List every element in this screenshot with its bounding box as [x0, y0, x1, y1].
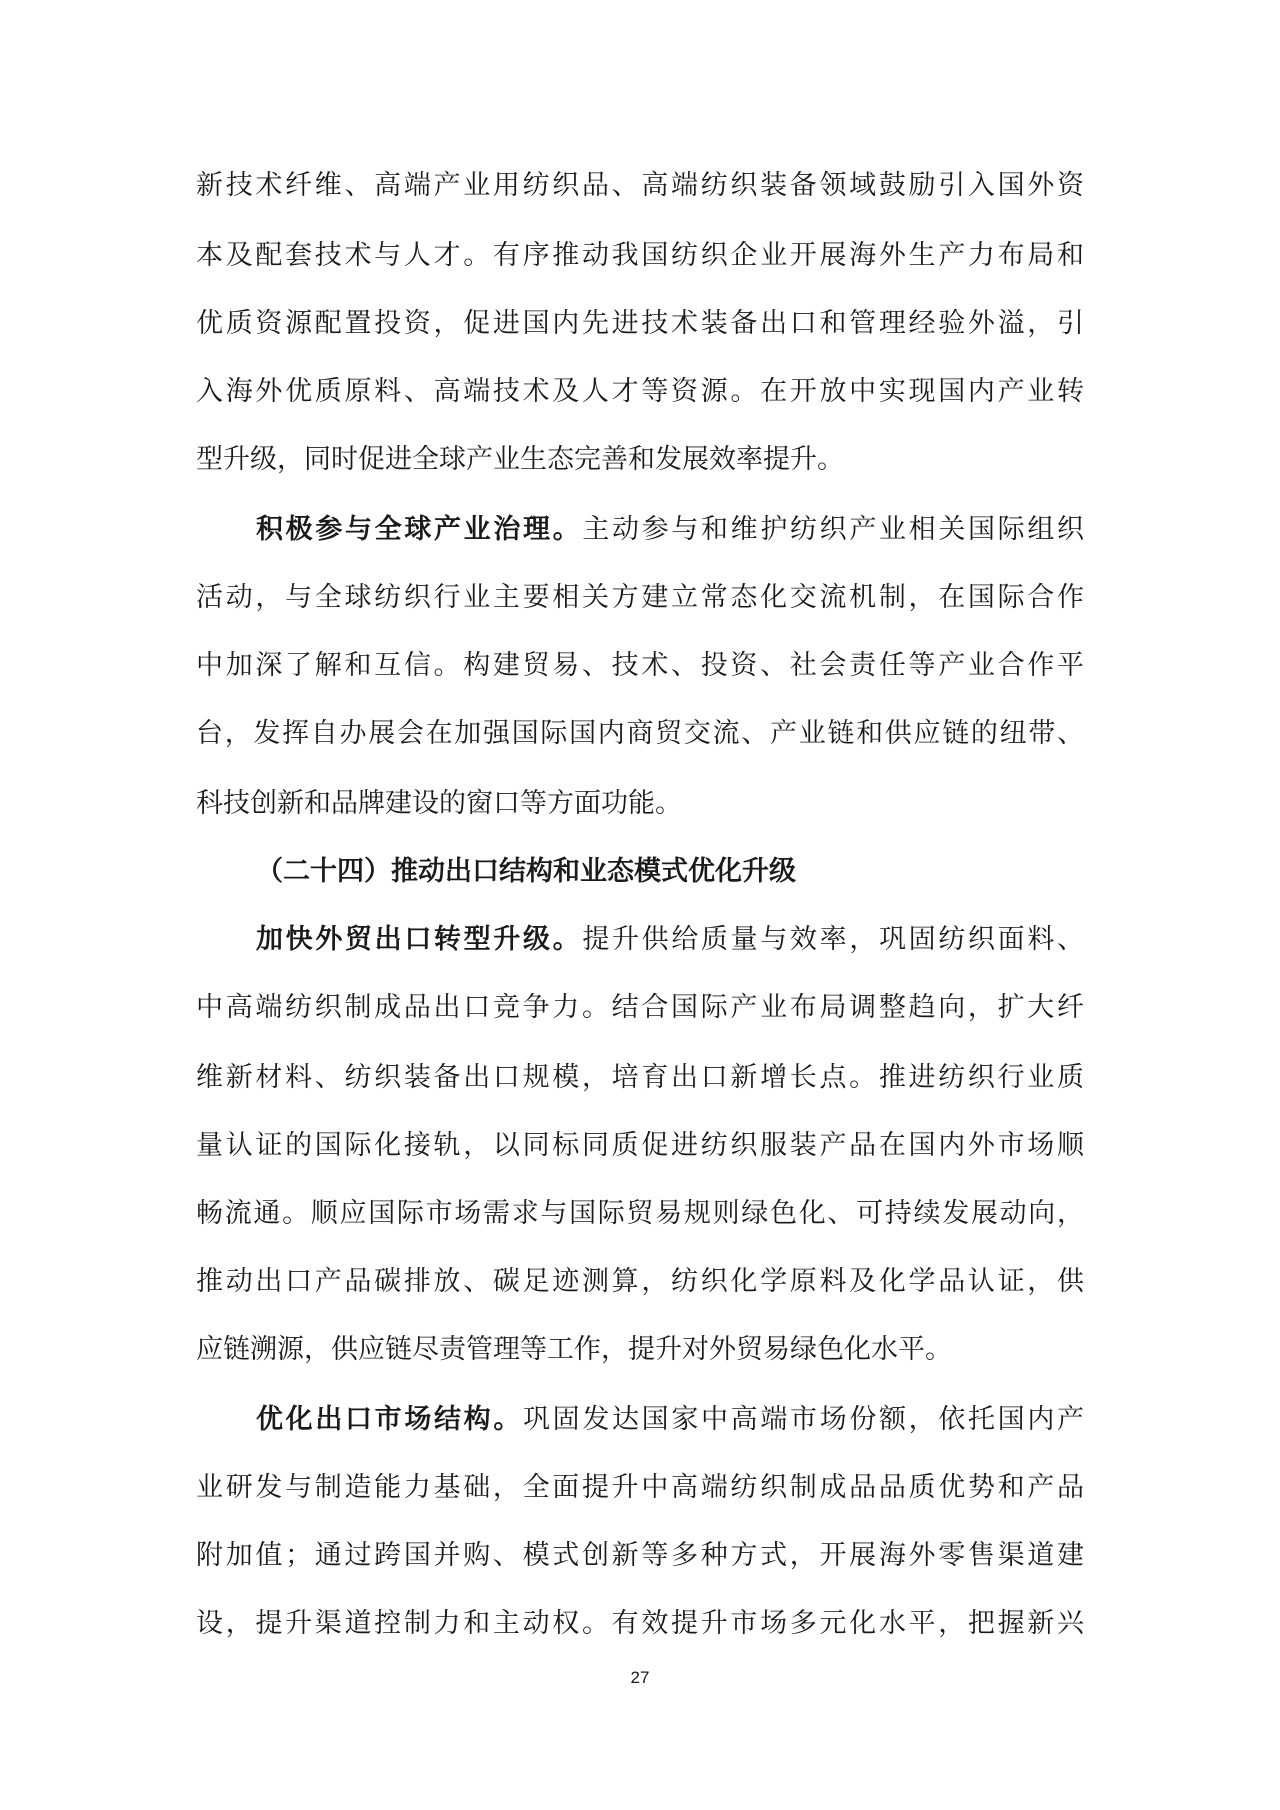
page-number: 27: [630, 1668, 650, 1687]
paragraph-line: 推动出口产品碳排放、碳足迹测算，纺织化学原料及化学品认证，供: [196, 1266, 1084, 1297]
paragraph-text: 提升供给质量与效率，巩固纺织面料、: [582, 924, 1085, 955]
paragraph-text: 主动参与和维护纺织产业相关国际组织: [582, 514, 1085, 545]
paragraph-first-line: [256, 922, 1084, 958]
paragraph-lead: 积极参与全球产业治理。: [256, 514, 583, 545]
paragraph-line: 量认证的国际化接轨，以同标同质促进纺织服装产品在国内外市场顺: [196, 1130, 1084, 1161]
paragraph-line: 型升级，同时促进全球产业生态完善和发展效率提升。: [196, 444, 844, 475]
paragraph-text: 巩固发达国家中高端市场份额，依托国内产: [523, 1404, 1084, 1435]
paragraph-lead: 加快外贸出口转型升级。: [256, 924, 583, 955]
paragraph-lead: 优化出口市场结构。: [256, 1404, 523, 1435]
paragraph-line: 中高端纺织制成品出口竞争力。结合国际产业布局调整趋向，扩大纤: [196, 992, 1084, 1023]
paragraph-first-line: [256, 512, 1084, 548]
paragraph-line: 活动，与全球纺织行业主要相关方建立常态化交流机制，在国际合作: [196, 582, 1084, 613]
paragraph-line: 畅流通。顺应国际市场需求与国际贸易规则绿色化、可持续发展动向，: [196, 1198, 1084, 1229]
paragraph-line: 维新材料、纺织装备出口规模，培育出口新增长点。推进纺织行业质: [196, 1062, 1084, 1093]
paragraph-line: 入海外优质原料、高端技术及人才等资源。在开放中实现国内产业转: [196, 376, 1084, 407]
paragraph-line: 中加深了解和互信。构建贸易、技术、投资、社会责任等产业合作平: [196, 650, 1084, 681]
paragraph-line: 本及配套技术与人才。有序推动我国纺织企业开展海外生产力布局和: [196, 240, 1084, 271]
paragraph-line: 设，提升渠道控制力和主动权。有效提升市场多元化水平，把握新兴: [196, 1608, 1084, 1639]
paragraph-line: 新技术纤维、高端产业用纺织品、高端纺织装备领域鼓励引入国外资: [196, 170, 1084, 201]
paragraph-line: 台，发挥自办展会在加强国际国内商贸交流、产业链和供应链的纽带、: [196, 718, 1084, 749]
paragraph-first-line: [256, 1402, 1084, 1438]
paragraph-line: 应链溯源，供应链尽责管理等工作，提升对外贸易绿色化水平。: [196, 1334, 952, 1365]
section-heading: （二十四）推动出口结构和业态模式优化升级: [256, 856, 796, 887]
paragraph-line: 优质资源配置投资，促进国内先进技术装备出口和管理经验外溢，引: [196, 308, 1084, 339]
paragraph-line: 科技创新和品牌建设的窗口等方面功能。: [196, 788, 682, 819]
paragraph-line: 附加值；通过跨国并购、模式创新等多种方式，开展海外零售渠道建: [196, 1540, 1084, 1571]
paragraph-line: 业研发与制造能力基础，全面提升中高端纺织制成品品质优势和产品: [196, 1472, 1084, 1503]
